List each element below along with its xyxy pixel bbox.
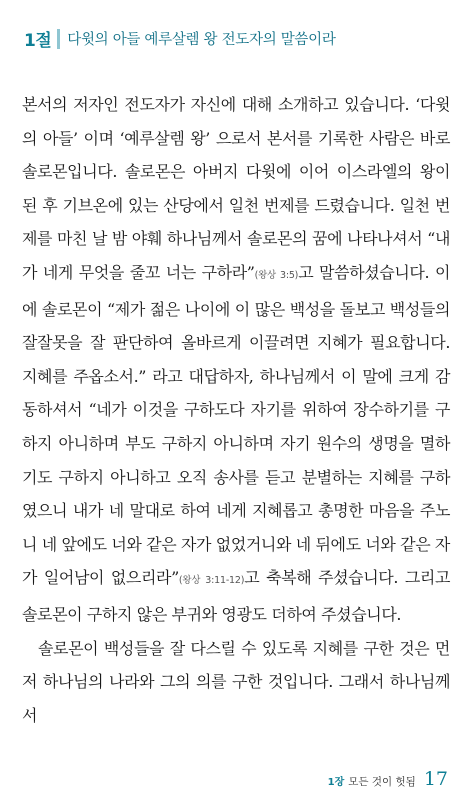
paragraph-1 <box>22 88 450 632</box>
paragraph-2: 솔로몬이 백성들을 잘 다스릴 수 있도록 지혜를 구한 것은 먼저 하나님의 나라와 그의 의를 구한 것입니다. 그래서 하나님께서 <box>22 638 450 725</box>
page-footer <box>328 768 448 790</box>
body-text <box>22 88 450 732</box>
page-number: 17 <box>423 768 448 790</box>
section-number: 1절 <box>24 31 52 51</box>
section-divider-bar <box>57 29 60 49</box>
paragraph-1-part-b: 고 말씀하셨습니다. 이에 솔로몬이 “제가 젊은 나이에 이 많은 백성을 돌보고 백성들의 잘잘못을 잘 판단하여 올바르게 이끌려면 지혜가 필요합니다. 지혜를 주옵소서.” 라고 대답하자, 하나님께서 이 말에 크게 감동하셔서 “네가 이것을 구하도다 자기를 위하여 장수하기를 구하지 아니하며 부도 구하지 아니하며 자기 원수의 생명을 멸하기도 구하지 아니하고 오직 송사를 듣고 분별하는 지혜를 구하였으니 내가 네 말대로 하여 네게 지혜롭고 총명한 마음을 주노니 네 앞에도 너와 같은 자가 없었거니와 네 뒤에도 너와 같은 자가 일어남이 없으리라” <box>22 262 450 588</box>
scripture-reference: (왕상 3:5) <box>254 269 299 281</box>
paragraph-1-part-a: 본서의 저자인 전도자가 자신에 대해 소개하고 있습니다. ‘다윗의 아들’ 이며 ‘예루살렘 왕’ 으로서 본서를 기록한 사람은 바로 솔로몬입니다. 솔로몬은 아버지 다윗에 이어 이스라엘의 왕이 된 후 기브온에 있는 산당에서 일천 번제를 드렸습니다. 일천 번제를 마친 날 밤 야훼 하나님께서 솔로몬의 꿈에 나타나셔서 “내가 네게 무엇을 줄꼬 너는 구하라” <box>22 95 450 282</box>
paragraph-1-part-c: 고 축복해 주셨습니다. 그리고 솔로몬이 구하지 않은 부귀와 영광도 더하여 주셨습니다. <box>22 568 451 624</box>
scripture-reference: (왕상 3:11-12) <box>178 575 245 587</box>
chapter-title: 모든 것이 헛됨 <box>348 776 416 788</box>
chapter-label: 1장 <box>327 777 345 788</box>
section-header <box>24 26 336 51</box>
section-title: 다윗의 아들 예루살렘 왕 전도자의 말씀이라 <box>67 32 336 48</box>
